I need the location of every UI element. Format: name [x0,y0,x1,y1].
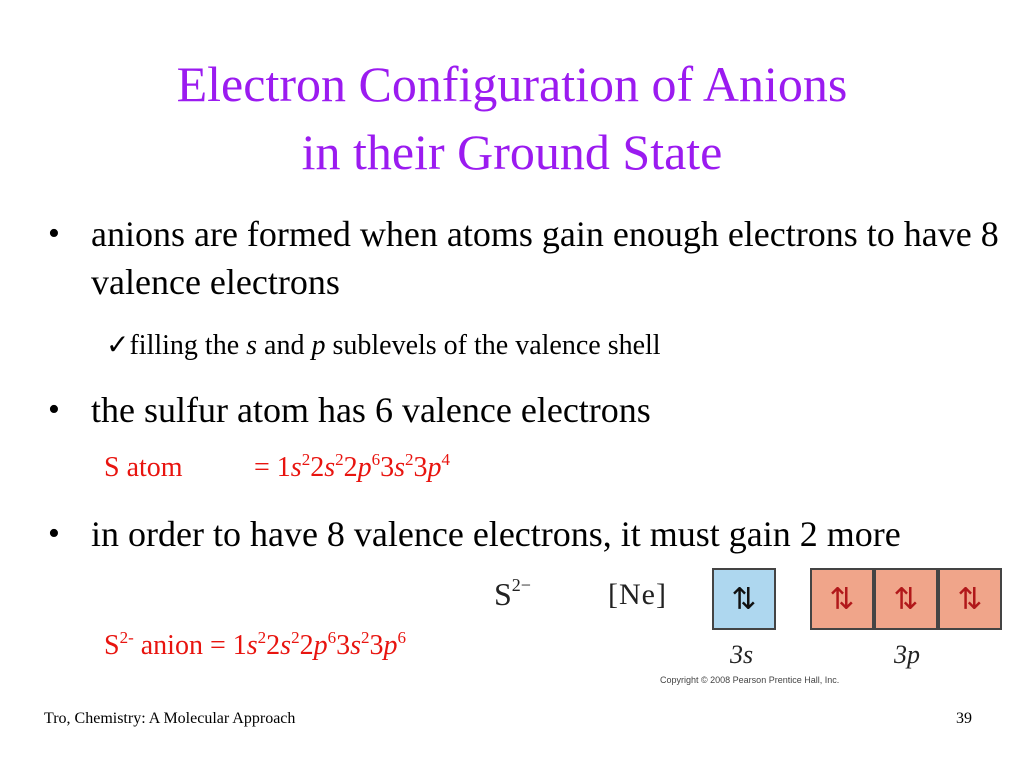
config-1-exponent: 2 [405,450,414,469]
orbital-box-3p [874,568,938,630]
electron-pair-icon: ⇅ [957,581,983,617]
config-2-symbol: S [104,630,120,661]
config-1-orbital: s [394,452,406,483]
label-3p: 3p [894,640,920,669]
config-2-shell: 3 [369,630,384,661]
sub-text-s: s [246,330,258,361]
config-1-shell: 3 [413,452,428,483]
bullet-1 [48,210,1008,306]
config-2-orbital: s [280,630,292,661]
bullet-dot: • [48,215,60,252]
title-line-2: in their Ground State [301,124,723,180]
orbital-box-3p [810,568,874,630]
config-1-orbital: p [357,452,372,483]
config-2-exponent: 2 [360,628,370,647]
config-1-orbital: s [290,452,302,483]
check-icon: ✓ [106,330,130,361]
config-2-charge: 2- [119,628,134,647]
config-2-exponent: 2 [291,628,300,647]
config-1-label: S atom [104,452,183,483]
slide-title [0,50,1024,186]
config-2-orbital: p [383,630,398,661]
sub-bullet-1 [106,328,661,364]
config-1-exponent: 2 [335,450,344,469]
config-1-shell: 3 [380,452,395,483]
noble-gas-core: [Ne] [608,578,667,611]
bullet-dot: • [48,391,60,428]
config-2-orbital: s [246,630,258,661]
ion-symbol-letter: S [494,576,512,612]
config-2-exponent: 6 [397,628,406,647]
config-2-rest: anion = 1 [133,630,247,661]
orbital-box-3p [938,568,1002,630]
ion-symbol [494,576,531,613]
config-1-exponent: 4 [441,450,451,469]
title-line-1: Electron Configuration of Anions [176,56,848,112]
config-1-orbital: s [324,452,336,483]
config-2-shell: 2 [266,630,281,661]
electron-pair-icon: ⇅ [731,581,757,617]
bullet-2 [48,386,1008,434]
electron-pair-icon: ⇅ [829,581,855,617]
bullet-2-text: the sulfur atom has 6 valence electrons [91,390,651,430]
sub-text-c: and [257,330,312,361]
s-anion-configuration [104,628,406,664]
sub-text-a: filling the [129,330,247,361]
bullet-1-text: anions are formed when atoms gain enough electrons to have 8 valence electrons [91,214,999,302]
config-2-exponent: 6 [327,628,337,647]
sub-text-p: p [311,330,326,361]
copyright-notice: Copyright © 2008 Pearson Prentice Hall, Inc. [660,675,840,685]
bullet-3 [48,510,1008,558]
bullet-3-text: in order to have 8 valence electrons, it must gain 2 more [91,514,901,554]
config-1-exponent: 6 [371,450,381,469]
config-2-shell: 2 [299,630,314,661]
s-atom-configuration [104,450,450,486]
page-number: 39 [956,710,972,727]
footer-source: Tro, Chemistry: A Molecular Approach [44,710,296,727]
config-2-exponent: 2 [257,628,267,647]
orbital-diagram [480,560,1020,690]
config-1-shell: 2 [310,452,325,483]
orbital-box-3s [712,568,776,630]
electron-pair-icon: ⇅ [893,581,919,617]
config-2-shell: 3 [336,630,351,661]
sub-text-e: sublevels of the valence shell [325,330,661,361]
config-1-orbital: p [427,452,442,483]
config-1-shell: 2 [343,452,358,483]
config-2-orbital: s [350,630,361,661]
label-3s: 3s [730,640,754,669]
bullet-dot: • [48,515,60,552]
ion-charge: 2− [511,575,531,595]
config-2-orbital: p [313,630,328,661]
config-1-eq: = 1 [254,452,291,483]
config-1-exponent: 2 [301,450,311,469]
